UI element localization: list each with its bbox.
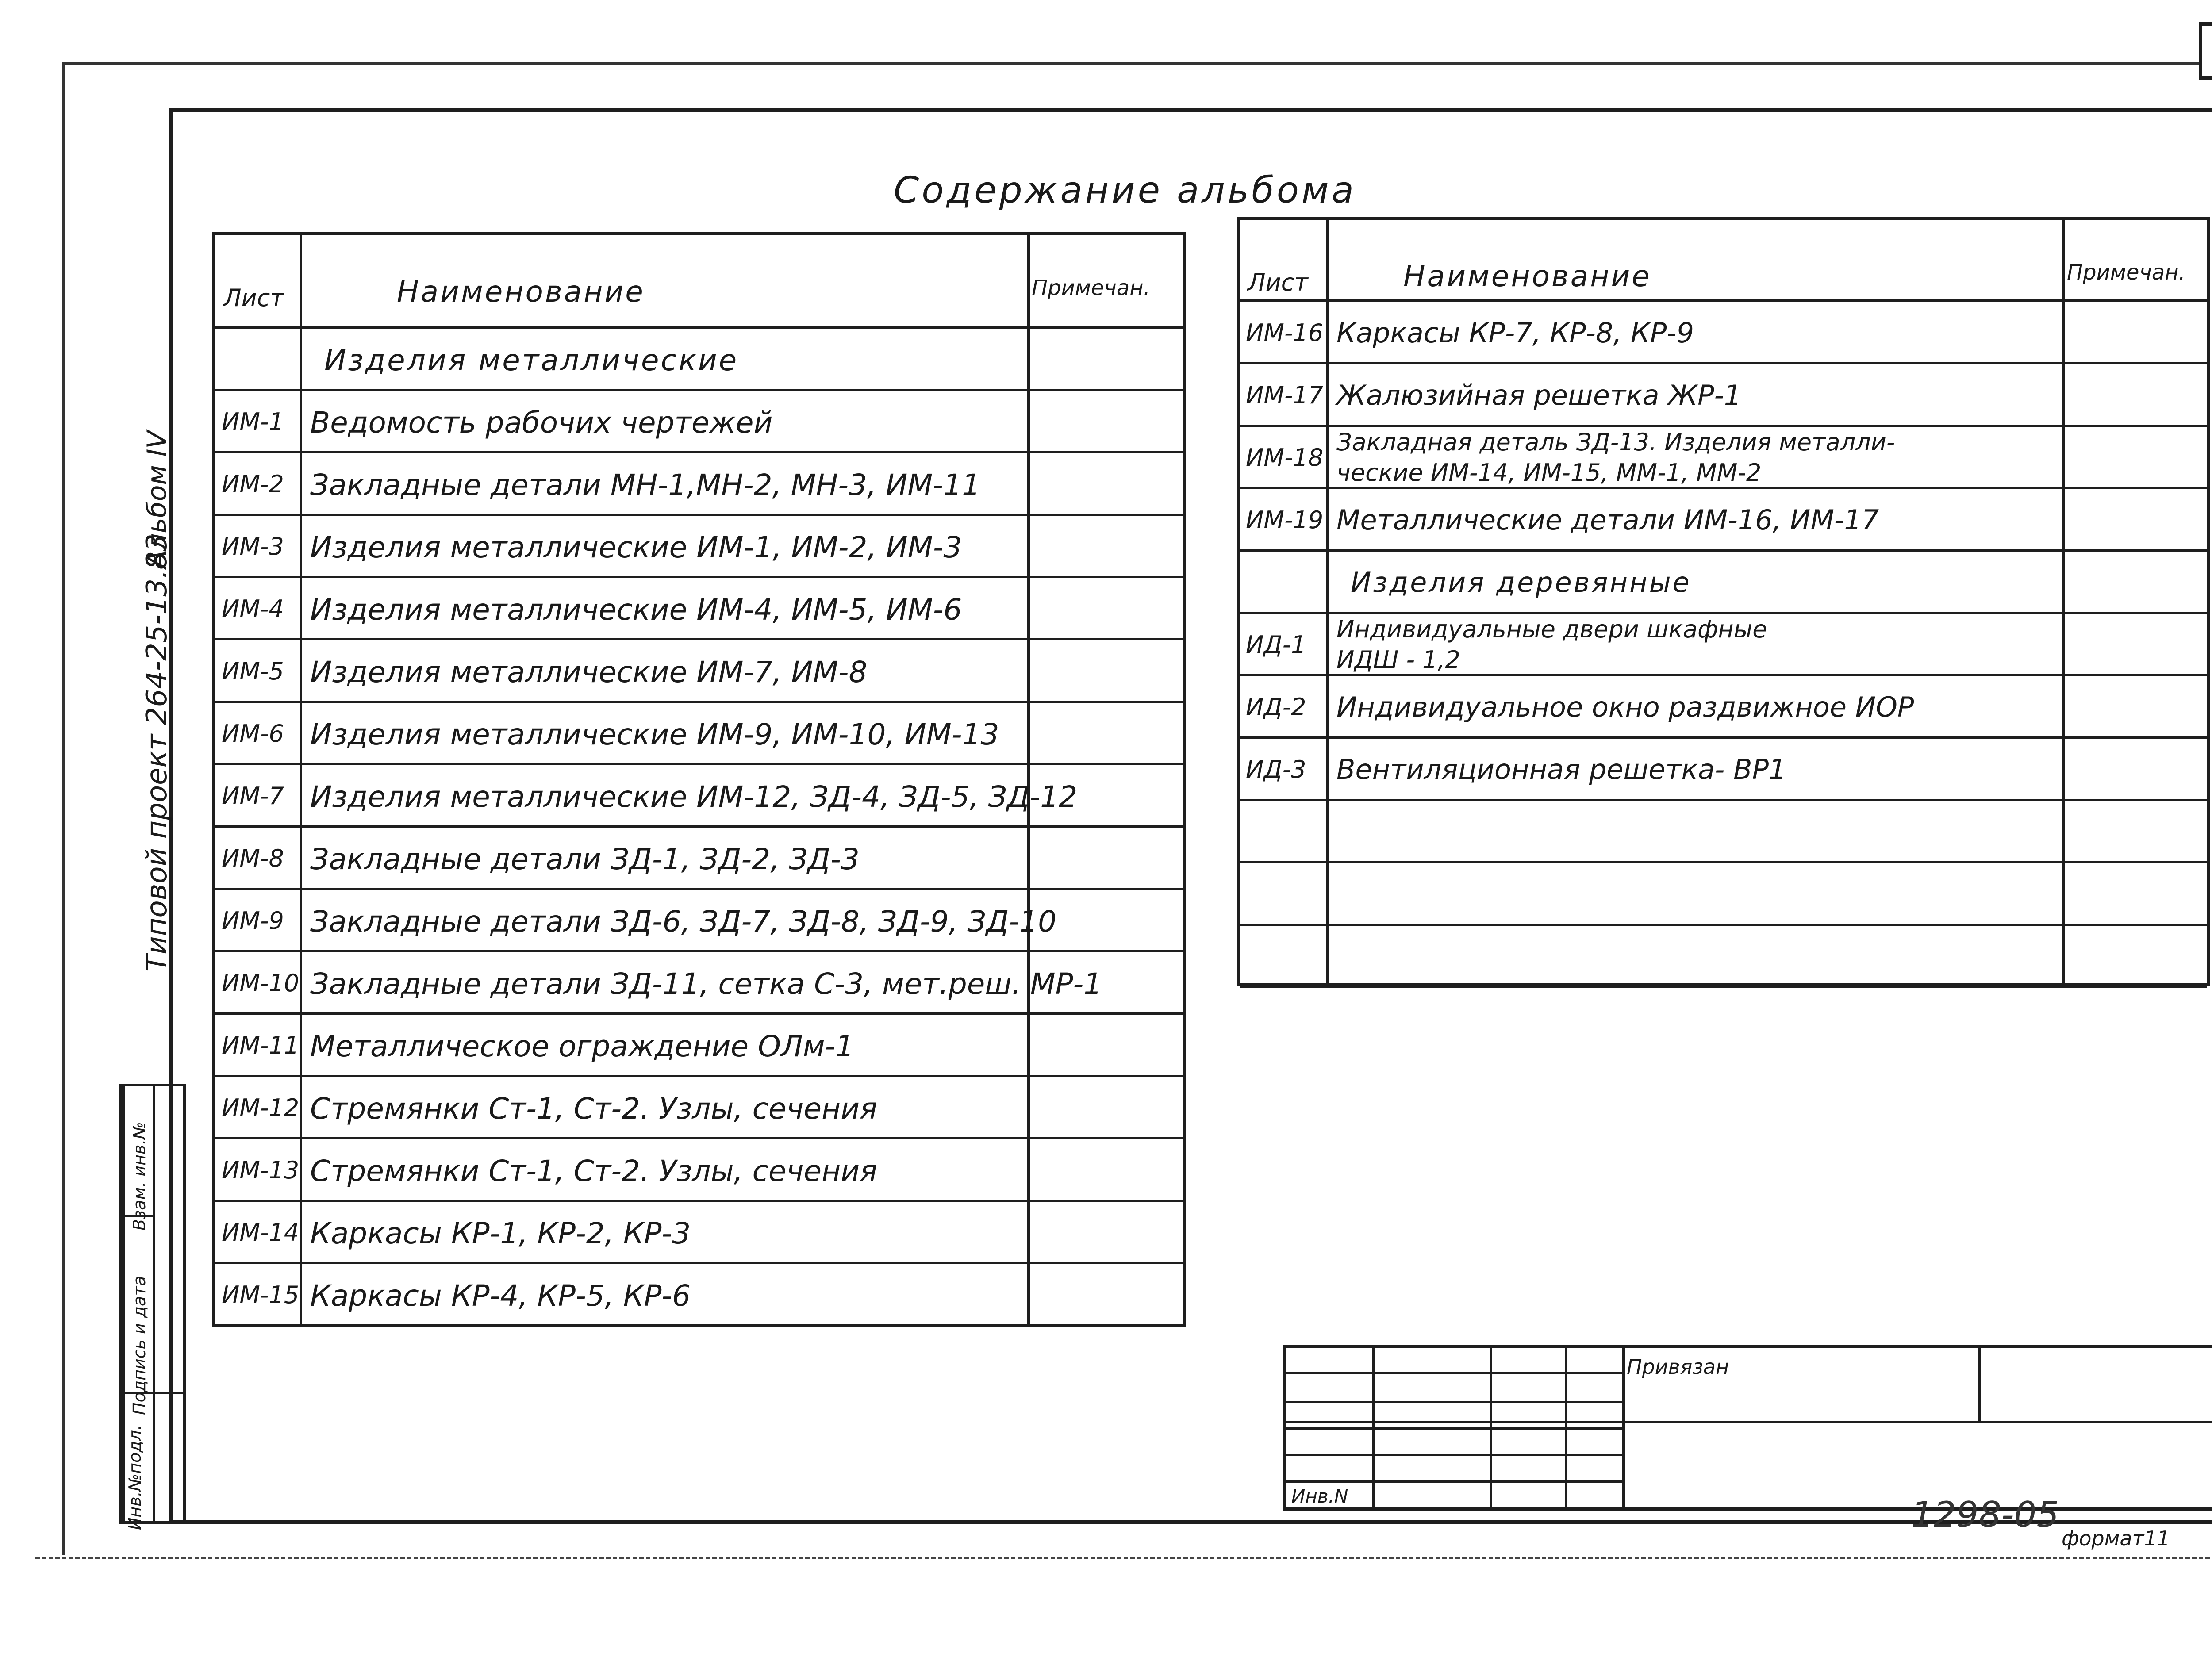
row-document-name: Индивидуальное окно раздвижное ИОР bbox=[1336, 690, 1914, 723]
table-row bbox=[1240, 552, 2207, 614]
row-document-name: Металлические детали ИМ-16, ИМ-17 bbox=[1336, 503, 1879, 536]
table-row bbox=[1240, 489, 2207, 552]
row-sheet-code: ИД-1 bbox=[1246, 630, 1306, 659]
table-row bbox=[215, 391, 1183, 453]
table-row bbox=[215, 453, 1183, 516]
row-document-name: Индивидуальные двери шкафные bbox=[1336, 615, 1767, 643]
right-contents-table bbox=[1237, 217, 2210, 986]
stamp-label-inv: Инв.№подл. bbox=[125, 1424, 145, 1530]
album-label: Альбом IV bbox=[142, 430, 173, 568]
row-sheet-code: ИМ-7 bbox=[222, 782, 284, 810]
row-document-name: Ведомость рабочих чертежей bbox=[310, 405, 773, 440]
right-header-note: Примечан. bbox=[2067, 260, 2185, 285]
row-document-name-continued: ИДШ - 1,2 bbox=[1336, 645, 1461, 674]
row-document-name: Изделия металлические ИМ-7, ИМ-8 bbox=[310, 655, 868, 689]
table-row bbox=[215, 765, 1183, 828]
table-row bbox=[215, 1264, 1183, 1327]
row-sheet-code: ИМ-2 bbox=[222, 470, 284, 498]
table-row bbox=[215, 1077, 1183, 1139]
table-row bbox=[215, 578, 1183, 640]
row-sheet-code: ИМ-11 bbox=[222, 1031, 300, 1059]
row-document-name: Каркасы КР-4, КР-5, КР-6 bbox=[310, 1278, 691, 1313]
row-document-name: Закладные детали ЗД-11, сетка С-3, мет.реш. МР-1 bbox=[310, 966, 1102, 1001]
table-row bbox=[1240, 676, 2207, 739]
right-header-name: Наименование bbox=[1403, 259, 1651, 293]
table-row bbox=[1240, 926, 2207, 988]
row-document-name: Металлическое ограждение ОЛм-1 bbox=[310, 1029, 854, 1063]
row-sheet-code: ИМ-3 bbox=[222, 532, 284, 560]
row-document-name-continued: ческие ИМ-14, ИМ-15, ММ-1, ММ-2 bbox=[1336, 458, 1762, 487]
table-row bbox=[1240, 801, 2207, 863]
table-row bbox=[1240, 364, 2207, 427]
page-title: Содержание альбома bbox=[894, 169, 1356, 211]
row-sheet-code: ИМ-9 bbox=[222, 906, 284, 935]
row-sheet-code: ИМ-8 bbox=[222, 844, 284, 872]
row-document-name: Изделия металлические ИМ-4, ИМ-5, ИМ-6 bbox=[310, 592, 962, 627]
table-row bbox=[215, 640, 1183, 703]
row-document-name: Закладная деталь ЗД-13. Изделия металли- bbox=[1336, 428, 1895, 456]
row-sheet-code: ИМ-19 bbox=[1246, 506, 1324, 534]
row-document-name: Закладные детали ЗД-6, ЗД-7, ЗД-8, ЗД-9, ЗД-10 bbox=[310, 904, 1057, 939]
table-row bbox=[215, 1139, 1183, 1202]
row-sheet-code: ИМ-15 bbox=[222, 1281, 300, 1309]
stamp-label-replacement: Взам. инв.№ bbox=[130, 1122, 149, 1231]
table-row bbox=[215, 329, 1183, 391]
left-header-note: Примечан. bbox=[1032, 276, 1150, 300]
row-sheet-code: ИМ-16 bbox=[1246, 318, 1324, 347]
row-document-name: Закладные детали МН-1,МН-2, МН-3, ИМ-11 bbox=[310, 468, 981, 502]
row-document-name: Каркасы КР-1, КР-2, КР-3 bbox=[310, 1216, 691, 1250]
row-document-name: Закладные детали ЗД-1, ЗД-2, ЗД-3 bbox=[310, 842, 860, 876]
row-sheet-code: ИМ-5 bbox=[222, 657, 284, 685]
row-sheet-code: ИМ-14 bbox=[222, 1218, 300, 1246]
row-document-name: Стремянки Ст-1, Ст-2. Узлы, сечения bbox=[310, 1154, 877, 1188]
table-row bbox=[215, 890, 1183, 952]
left-header-sheet: Лист bbox=[223, 284, 284, 312]
stamp-label-signature: Подпись и дата bbox=[130, 1276, 149, 1415]
inv-label: Инв.N bbox=[1291, 1485, 1348, 1507]
table-row bbox=[215, 828, 1183, 890]
sheet-number-box bbox=[2199, 22, 2212, 80]
sheet-bottom-dashed bbox=[35, 1557, 2212, 1559]
table-row bbox=[215, 1202, 1183, 1264]
row-sheet-code: ИМ-17 bbox=[1246, 381, 1324, 409]
row-sheet-code: ИМ-18 bbox=[1246, 443, 1324, 472]
title-block bbox=[1283, 1345, 2212, 1511]
table-row bbox=[1240, 739, 2207, 801]
right-header-sheet: Лист bbox=[1248, 268, 1308, 296]
row-document-name: Изделия металлические ИМ-1, ИМ-2, ИМ-3 bbox=[310, 530, 962, 564]
row-sheet-code: ИД-2 bbox=[1246, 693, 1306, 721]
left-header-name: Наименование bbox=[397, 275, 645, 309]
row-sheet-code: ИМ-1 bbox=[222, 407, 284, 436]
table-row bbox=[1240, 863, 2207, 926]
project-code: Типовой проект 264-25-13.83 bbox=[141, 533, 173, 972]
format-label: формат11 bbox=[2062, 1526, 2170, 1550]
row-sheet-code: ИМ-10 bbox=[222, 969, 300, 997]
table-row bbox=[215, 703, 1183, 765]
row-sheet-code: ИМ-4 bbox=[222, 594, 284, 623]
row-document-name: Изделия металлические bbox=[324, 343, 739, 377]
row-document-name: Вентиляционная решетка- ВР1 bbox=[1336, 753, 1786, 786]
table-row bbox=[1240, 427, 2207, 489]
row-document-name: Каркасы КР-7, КР-8, КР-9 bbox=[1336, 316, 1694, 349]
table-row bbox=[215, 952, 1183, 1015]
privyazan-label: Привязан bbox=[1627, 1355, 1729, 1379]
row-document-name: Жалюзийная решетка ЖР-1 bbox=[1336, 379, 1742, 411]
archive-number: 1298-05 bbox=[1911, 1494, 2059, 1535]
row-sheet-code: ИМ-6 bbox=[222, 719, 284, 748]
table-row bbox=[215, 516, 1183, 578]
table-row bbox=[1240, 614, 2207, 676]
table-row bbox=[1240, 302, 2207, 364]
row-sheet-code: ИМ-13 bbox=[222, 1156, 300, 1184]
row-sheet-code: ИД-3 bbox=[1246, 755, 1306, 783]
row-document-name: Стремянки Ст-1, Ст-2. Узлы, сечения bbox=[310, 1091, 877, 1126]
left-contents-table bbox=[212, 232, 1186, 1327]
table-row bbox=[215, 1015, 1183, 1077]
row-sheet-code: ИМ-12 bbox=[222, 1093, 300, 1122]
row-document-name: Изделия деревянные bbox=[1351, 566, 1691, 598]
row-document-name: Изделия металлические ИМ-9, ИМ-10, ИМ-13 bbox=[310, 717, 999, 752]
row-document-name: Изделия металлические ИМ-12, ЗД-4, ЗД-5, ЗД-12 bbox=[310, 779, 1078, 814]
